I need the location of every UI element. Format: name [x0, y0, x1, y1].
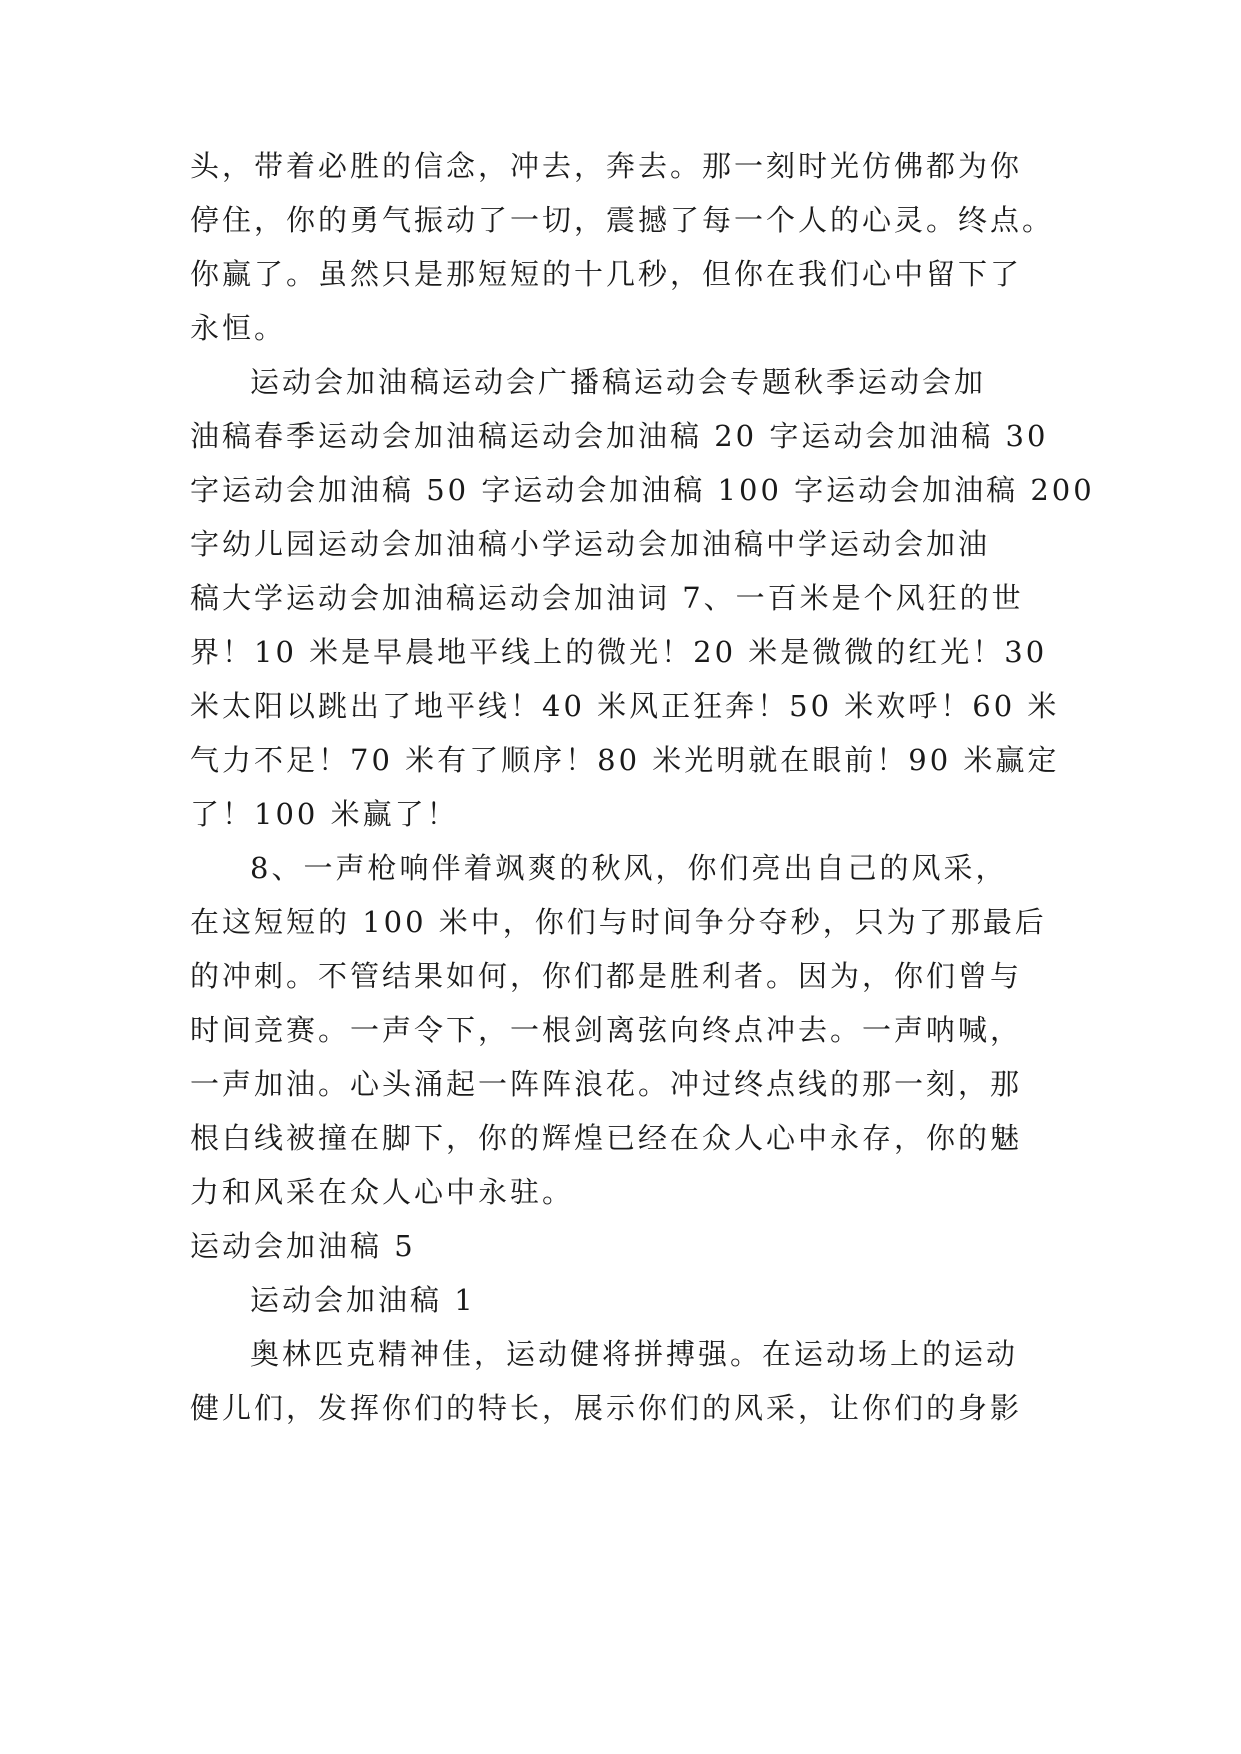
- text-line: 米太阳以跳出了地平线！40 米风正狂奔！50 米欢呼！60 米: [190, 689, 1060, 723]
- text-line: 8、一声枪响伴着飒爽的秋风，你们亮出自己的风采，: [250, 851, 1008, 885]
- text-line: 气力不足！70 米有了顺序！80 米光明就在眼前！90 米赢定: [190, 743, 1060, 777]
- text-line: 一声加油。心头涌起一阵阵浪花。冲过终点线的那一刻，那: [190, 1067, 1023, 1101]
- text-line: 健儿们，发挥你们的特长，展示你们的风采，让你们的身影: [190, 1391, 1023, 1425]
- text-line: 的冲刺。不管结果如何，你们都是胜利者。因为，你们曾与: [190, 959, 1023, 993]
- text-line: 头，带着必胜的信念，冲去，奔去。那一刻时光仿佛都为你: [190, 149, 1023, 183]
- text-line: 了！100 米赢了！: [190, 797, 459, 831]
- text-line: 字运动会加油稿 50 字运动会加油稿 100 字运动会加油稿 200: [190, 473, 1095, 507]
- text-line: 时间竞赛。一声令下，一根剑离弦向终点冲去。一声呐喊，: [190, 1013, 1023, 1047]
- text-line: 永恒。: [190, 311, 287, 345]
- text-line: 运动会加油稿 1: [250, 1283, 476, 1317]
- text-line: 根白线被撞在脚下，你的辉煌已经在众人心中永存，你的魅: [190, 1121, 1023, 1155]
- text-line: 界！10 米是早晨地平线上的微光！20 米是微微的红光！30: [190, 635, 1048, 669]
- text-line: 运动会加油稿 5: [190, 1229, 416, 1263]
- text-line: 你赢了。虽然只是那短短的十几秒，但你在我们心中留下了: [190, 257, 1023, 291]
- text-line: 稿大学运动会加油稿运动会加油词 7、一百米是个风狂的世: [190, 581, 1024, 615]
- text-line: 奥林匹克精神佳，运动健将拼搏强。在运动场上的运动: [250, 1337, 1019, 1371]
- text-line: 运动会加油稿运动会广播稿运动会专题秋季运动会加: [250, 365, 987, 399]
- text-line: 力和风采在众人心中永驻。: [190, 1175, 575, 1209]
- text-line: 停住，你的勇气振动了一切，震撼了每一个人的心灵。终点。: [190, 203, 1055, 237]
- text-line: 字幼儿园运动会加油稿小学运动会加油稿中学运动会加油: [190, 527, 991, 561]
- text-line: 在这短短的 100 米中，你们与时间争分夺秒，只为了那最后: [190, 905, 1047, 939]
- text-line: 油稿春季运动会加油稿运动会加油稿 20 字运动会加油稿 30: [190, 419, 1049, 453]
